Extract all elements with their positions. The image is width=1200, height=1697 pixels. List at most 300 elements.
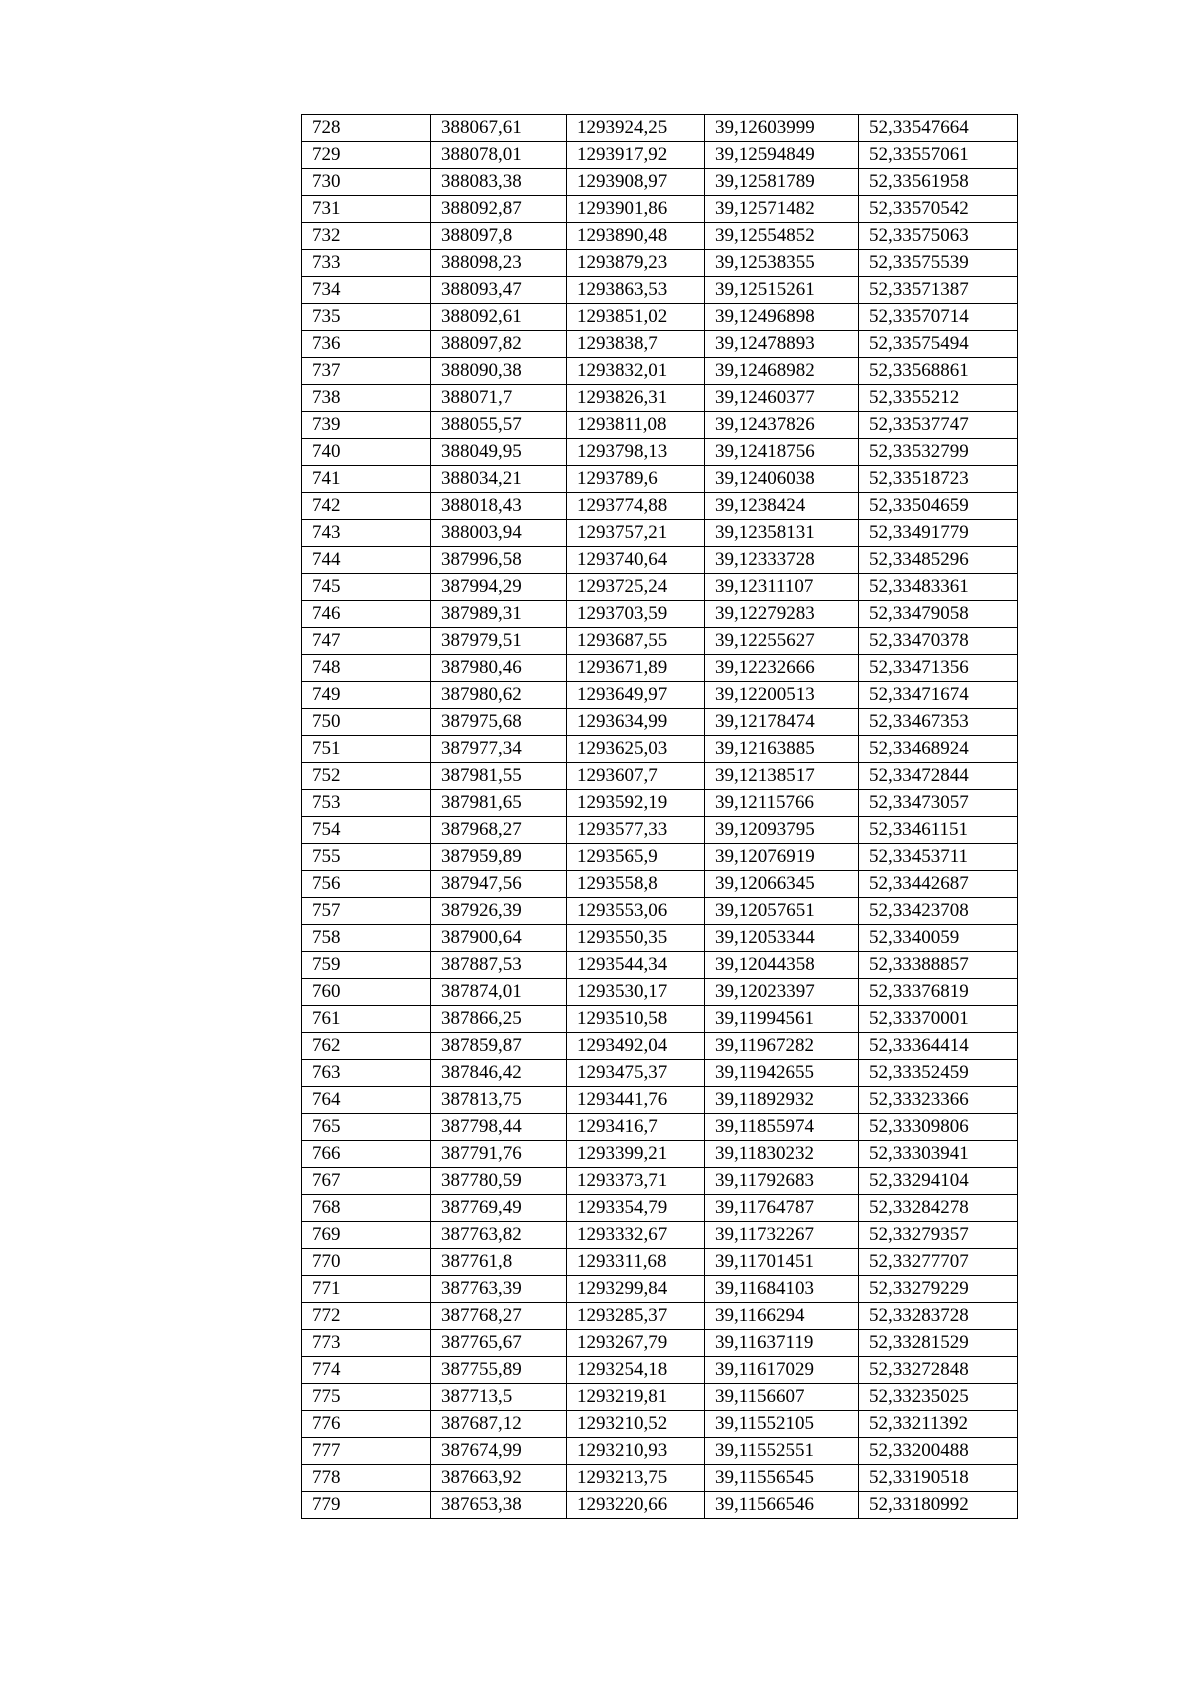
x-coordinate-cell: 387994,29: [431, 574, 567, 601]
table-row: [302, 1384, 1018, 1411]
point-number-cell: 741: [302, 466, 431, 493]
x-coordinate-cell: 388090,38: [431, 358, 567, 385]
y-coordinate-cell: 1293285,37: [567, 1303, 705, 1330]
x-coordinate-cell: 387791,76: [431, 1141, 567, 1168]
longitude-cell: 39,12163885: [705, 736, 859, 763]
point-number-cell: 754: [302, 817, 431, 844]
latitude-cell: 52,33575063: [859, 223, 1018, 250]
longitude-cell: 39,12255627: [705, 628, 859, 655]
latitude-cell: 52,33473057: [859, 790, 1018, 817]
longitude-cell: 39,12496898: [705, 304, 859, 331]
x-coordinate-cell: 387900,64: [431, 925, 567, 952]
y-coordinate-cell: 1293416,7: [567, 1114, 705, 1141]
point-number-cell: 775: [302, 1384, 431, 1411]
longitude-cell: 39,12478893: [705, 331, 859, 358]
y-coordinate-cell: 1293311,68: [567, 1249, 705, 1276]
y-coordinate-cell: 1293774,88: [567, 493, 705, 520]
point-number-cell: 731: [302, 196, 431, 223]
longitude-cell: 39,12418756: [705, 439, 859, 466]
table-row: [302, 1087, 1018, 1114]
latitude-cell: 52,33485296: [859, 547, 1018, 574]
longitude-cell: 39,12311107: [705, 574, 859, 601]
point-number-cell: 766: [302, 1141, 431, 1168]
y-coordinate-cell: 1293254,18: [567, 1357, 705, 1384]
point-number-cell: 756: [302, 871, 431, 898]
latitude-cell: 52,33281529: [859, 1330, 1018, 1357]
x-coordinate-cell: 387859,87: [431, 1033, 567, 1060]
x-coordinate-cell: 387959,89: [431, 844, 567, 871]
y-coordinate-cell: 1293917,92: [567, 142, 705, 169]
x-coordinate-cell: 388097,8: [431, 223, 567, 250]
table-row: [302, 1195, 1018, 1222]
latitude-cell: 52,33461151: [859, 817, 1018, 844]
latitude-cell: 52,3340059: [859, 925, 1018, 952]
y-coordinate-cell: 1293851,02: [567, 304, 705, 331]
x-coordinate-cell: 388018,43: [431, 493, 567, 520]
table-row: [302, 547, 1018, 574]
latitude-cell: 52,33557061: [859, 142, 1018, 169]
x-coordinate-cell: 387947,56: [431, 871, 567, 898]
longitude-cell: 39,11617029: [705, 1357, 859, 1384]
latitude-cell: 52,33279229: [859, 1276, 1018, 1303]
point-number-cell: 753: [302, 790, 431, 817]
latitude-cell: 52,33277707: [859, 1249, 1018, 1276]
latitude-cell: 52,33442687: [859, 871, 1018, 898]
y-coordinate-cell: 1293332,67: [567, 1222, 705, 1249]
table-row: [302, 628, 1018, 655]
latitude-cell: 52,33303941: [859, 1141, 1018, 1168]
y-coordinate-cell: 1293634,99: [567, 709, 705, 736]
y-coordinate-cell: 1293565,9: [567, 844, 705, 871]
longitude-cell: 39,12053344: [705, 925, 859, 952]
latitude-cell: 52,33568861: [859, 358, 1018, 385]
x-coordinate-cell: 388093,47: [431, 277, 567, 304]
point-number-cell: 737: [302, 358, 431, 385]
x-coordinate-cell: 387977,34: [431, 736, 567, 763]
point-number-cell: 733: [302, 250, 431, 277]
y-coordinate-cell: 1293757,21: [567, 520, 705, 547]
point-number-cell: 771: [302, 1276, 431, 1303]
latitude-cell: 52,33537747: [859, 412, 1018, 439]
table-row: [302, 898, 1018, 925]
table-row: [302, 601, 1018, 628]
point-number-cell: 769: [302, 1222, 431, 1249]
latitude-cell: 52,33575539: [859, 250, 1018, 277]
latitude-cell: 52,33483361: [859, 574, 1018, 601]
longitude-cell: 39,11701451: [705, 1249, 859, 1276]
x-coordinate-cell: 387813,75: [431, 1087, 567, 1114]
y-coordinate-cell: 1293890,48: [567, 223, 705, 250]
point-number-cell: 743: [302, 520, 431, 547]
y-coordinate-cell: 1293924,25: [567, 115, 705, 142]
point-number-cell: 750: [302, 709, 431, 736]
table-row: [302, 250, 1018, 277]
table-row: [302, 817, 1018, 844]
x-coordinate-cell: 387761,8: [431, 1249, 567, 1276]
table-row: [302, 682, 1018, 709]
latitude-cell: 52,33575494: [859, 331, 1018, 358]
table-row: [302, 385, 1018, 412]
longitude-cell: 39,12044358: [705, 952, 859, 979]
latitude-cell: 52,33561958: [859, 169, 1018, 196]
y-coordinate-cell: 1293558,8: [567, 871, 705, 898]
y-coordinate-cell: 1293798,13: [567, 439, 705, 466]
table-row: [302, 412, 1018, 439]
point-number-cell: 764: [302, 1087, 431, 1114]
x-coordinate-cell: 388092,87: [431, 196, 567, 223]
y-coordinate-cell: 1293838,7: [567, 331, 705, 358]
point-number-cell: 776: [302, 1411, 431, 1438]
point-number-cell: 779: [302, 1492, 431, 1519]
x-coordinate-cell: 387765,67: [431, 1330, 567, 1357]
point-number-cell: 767: [302, 1168, 431, 1195]
table-row: [302, 358, 1018, 385]
y-coordinate-cell: 1293789,6: [567, 466, 705, 493]
y-coordinate-cell: 1293671,89: [567, 655, 705, 682]
table-row: [302, 1168, 1018, 1195]
longitude-cell: 39,11556545: [705, 1465, 859, 1492]
y-coordinate-cell: 1293703,59: [567, 601, 705, 628]
y-coordinate-cell: 1293901,86: [567, 196, 705, 223]
longitude-cell: 39,12538355: [705, 250, 859, 277]
point-number-cell: 755: [302, 844, 431, 871]
table-row: [302, 304, 1018, 331]
x-coordinate-cell: 388049,95: [431, 439, 567, 466]
point-number-cell: 761: [302, 1006, 431, 1033]
point-number-cell: 752: [302, 763, 431, 790]
longitude-cell: 39,11637119: [705, 1330, 859, 1357]
y-coordinate-cell: 1293740,64: [567, 547, 705, 574]
longitude-cell: 39,12279283: [705, 601, 859, 628]
table-row: [302, 1330, 1018, 1357]
table-row: [302, 142, 1018, 169]
x-coordinate-cell: 387926,39: [431, 898, 567, 925]
point-number-cell: 746: [302, 601, 431, 628]
point-number-cell: 774: [302, 1357, 431, 1384]
y-coordinate-cell: 1293213,75: [567, 1465, 705, 1492]
point-number-cell: 763: [302, 1060, 431, 1087]
x-coordinate-cell: 387755,89: [431, 1357, 567, 1384]
point-number-cell: 772: [302, 1303, 431, 1330]
table-row: [302, 979, 1018, 1006]
longitude-cell: 39,12594849: [705, 142, 859, 169]
table-row: [302, 1276, 1018, 1303]
longitude-cell: 39,12023397: [705, 979, 859, 1006]
latitude-cell: 52,33294104: [859, 1168, 1018, 1195]
longitude-cell: 39,12076919: [705, 844, 859, 871]
table-row: [302, 709, 1018, 736]
latitude-cell: 52,33518723: [859, 466, 1018, 493]
table-row: [302, 1357, 1018, 1384]
point-number-cell: 748: [302, 655, 431, 682]
y-coordinate-cell: 1293475,37: [567, 1060, 705, 1087]
x-coordinate-cell: 388083,38: [431, 169, 567, 196]
point-number-cell: 751: [302, 736, 431, 763]
latitude-cell: 52,33504659: [859, 493, 1018, 520]
table-row: [302, 1465, 1018, 1492]
table-row: [302, 196, 1018, 223]
table-row: [302, 1438, 1018, 1465]
x-coordinate-cell: 387769,49: [431, 1195, 567, 1222]
y-coordinate-cell: 1293908,97: [567, 169, 705, 196]
longitude-cell: 39,12066345: [705, 871, 859, 898]
y-coordinate-cell: 1293811,08: [567, 412, 705, 439]
latitude-cell: 52,33323366: [859, 1087, 1018, 1114]
table-row: [302, 1222, 1018, 1249]
y-coordinate-cell: 1293267,79: [567, 1330, 705, 1357]
point-number-cell: 777: [302, 1438, 431, 1465]
x-coordinate-cell: 388098,23: [431, 250, 567, 277]
x-coordinate-cell: 387980,62: [431, 682, 567, 709]
x-coordinate-cell: 387981,55: [431, 763, 567, 790]
point-number-cell: 732: [302, 223, 431, 250]
point-number-cell: 728: [302, 115, 431, 142]
latitude-cell: 52,33453711: [859, 844, 1018, 871]
y-coordinate-cell: 1293492,04: [567, 1033, 705, 1060]
longitude-cell: 39,12603999: [705, 115, 859, 142]
longitude-cell: 39,12138517: [705, 763, 859, 790]
y-coordinate-cell: 1293832,01: [567, 358, 705, 385]
table-row: [302, 952, 1018, 979]
coordinates-table: [301, 114, 1018, 1519]
latitude-cell: 52,33283728: [859, 1303, 1018, 1330]
x-coordinate-cell: 387763,82: [431, 1222, 567, 1249]
x-coordinate-cell: 387674,99: [431, 1438, 567, 1465]
x-coordinate-cell: 387975,68: [431, 709, 567, 736]
latitude-cell: 52,33211392: [859, 1411, 1018, 1438]
longitude-cell: 39,11684103: [705, 1276, 859, 1303]
y-coordinate-cell: 1293607,7: [567, 763, 705, 790]
point-number-cell: 742: [302, 493, 431, 520]
point-number-cell: 747: [302, 628, 431, 655]
table-row: [302, 1033, 1018, 1060]
longitude-cell: 39,12406038: [705, 466, 859, 493]
latitude-cell: 52,33364414: [859, 1033, 1018, 1060]
longitude-cell: 39,11552105: [705, 1411, 859, 1438]
point-number-cell: 735: [302, 304, 431, 331]
point-number-cell: 734: [302, 277, 431, 304]
table-row: [302, 871, 1018, 898]
point-number-cell: 778: [302, 1465, 431, 1492]
x-coordinate-cell: 387798,44: [431, 1114, 567, 1141]
x-coordinate-cell: 387768,27: [431, 1303, 567, 1330]
latitude-cell: 52,33284278: [859, 1195, 1018, 1222]
table-row: [302, 844, 1018, 871]
y-coordinate-cell: 1293399,21: [567, 1141, 705, 1168]
longitude-cell: 39,1156607: [705, 1384, 859, 1411]
y-coordinate-cell: 1293725,24: [567, 574, 705, 601]
table-row: [302, 331, 1018, 358]
point-number-cell: 744: [302, 547, 431, 574]
longitude-cell: 39,12232666: [705, 655, 859, 682]
x-coordinate-cell: 387780,59: [431, 1168, 567, 1195]
table-row: [302, 493, 1018, 520]
longitude-cell: 39,11792683: [705, 1168, 859, 1195]
y-coordinate-cell: 1293553,06: [567, 898, 705, 925]
longitude-cell: 39,12178474: [705, 709, 859, 736]
table-row: [302, 1141, 1018, 1168]
point-number-cell: 773: [302, 1330, 431, 1357]
point-number-cell: 740: [302, 439, 431, 466]
point-number-cell: 749: [302, 682, 431, 709]
longitude-cell: 39,12200513: [705, 682, 859, 709]
latitude-cell: 52,33235025: [859, 1384, 1018, 1411]
latitude-cell: 52,33491779: [859, 520, 1018, 547]
x-coordinate-cell: 387713,5: [431, 1384, 567, 1411]
latitude-cell: 52,33471674: [859, 682, 1018, 709]
y-coordinate-cell: 1293687,55: [567, 628, 705, 655]
x-coordinate-cell: 387968,27: [431, 817, 567, 844]
table-row: [302, 115, 1018, 142]
x-coordinate-cell: 387663,92: [431, 1465, 567, 1492]
table-row: [302, 439, 1018, 466]
longitude-cell: 39,11942655: [705, 1060, 859, 1087]
table-row: [302, 655, 1018, 682]
table-row: [302, 574, 1018, 601]
table-row: [302, 1249, 1018, 1276]
table-row: [302, 1303, 1018, 1330]
longitude-cell: 39,12057651: [705, 898, 859, 925]
x-coordinate-cell: 387846,42: [431, 1060, 567, 1087]
table-row: [302, 223, 1018, 250]
table-row: [302, 790, 1018, 817]
longitude-cell: 39,11566546: [705, 1492, 859, 1519]
latitude-cell: 52,3355212: [859, 385, 1018, 412]
longitude-cell: 39,11830232: [705, 1141, 859, 1168]
table-row: [302, 1006, 1018, 1033]
longitude-cell: 39,11732267: [705, 1222, 859, 1249]
longitude-cell: 39,12515261: [705, 277, 859, 304]
latitude-cell: 52,33272848: [859, 1357, 1018, 1384]
latitude-cell: 52,33309806: [859, 1114, 1018, 1141]
longitude-cell: 39,12554852: [705, 223, 859, 250]
y-coordinate-cell: 1293510,58: [567, 1006, 705, 1033]
x-coordinate-cell: 387996,58: [431, 547, 567, 574]
table-row: [302, 925, 1018, 952]
y-coordinate-cell: 1293863,53: [567, 277, 705, 304]
point-number-cell: 730: [302, 169, 431, 196]
latitude-cell: 52,33547664: [859, 115, 1018, 142]
latitude-cell: 52,33472844: [859, 763, 1018, 790]
y-coordinate-cell: 1293826,31: [567, 385, 705, 412]
latitude-cell: 52,33468924: [859, 736, 1018, 763]
y-coordinate-cell: 1293210,93: [567, 1438, 705, 1465]
y-coordinate-cell: 1293544,34: [567, 952, 705, 979]
longitude-cell: 39,12093795: [705, 817, 859, 844]
table-row: [302, 763, 1018, 790]
x-coordinate-cell: 387763,39: [431, 1276, 567, 1303]
latitude-cell: 52,33571387: [859, 277, 1018, 304]
point-number-cell: 762: [302, 1033, 431, 1060]
longitude-cell: 39,12437826: [705, 412, 859, 439]
latitude-cell: 52,33376819: [859, 979, 1018, 1006]
longitude-cell: 39,12460377: [705, 385, 859, 412]
x-coordinate-cell: 387980,46: [431, 655, 567, 682]
y-coordinate-cell: 1293219,81: [567, 1384, 705, 1411]
latitude-cell: 52,33471356: [859, 655, 1018, 682]
x-coordinate-cell: 388071,7: [431, 385, 567, 412]
longitude-cell: 39,11855974: [705, 1114, 859, 1141]
latitude-cell: 52,33180992: [859, 1492, 1018, 1519]
longitude-cell: 39,11967282: [705, 1033, 859, 1060]
latitude-cell: 52,33570542: [859, 196, 1018, 223]
point-number-cell: 768: [302, 1195, 431, 1222]
longitude-cell: 39,11764787: [705, 1195, 859, 1222]
coordinates-table-body: [302, 115, 1018, 1519]
latitude-cell: 52,33467353: [859, 709, 1018, 736]
y-coordinate-cell: 1293530,17: [567, 979, 705, 1006]
x-coordinate-cell: 388003,94: [431, 520, 567, 547]
x-coordinate-cell: 387687,12: [431, 1411, 567, 1438]
x-coordinate-cell: 387887,53: [431, 952, 567, 979]
x-coordinate-cell: 387866,25: [431, 1006, 567, 1033]
point-number-cell: 738: [302, 385, 431, 412]
latitude-cell: 52,33200488: [859, 1438, 1018, 1465]
y-coordinate-cell: 1293210,52: [567, 1411, 705, 1438]
y-coordinate-cell: 1293354,79: [567, 1195, 705, 1222]
y-coordinate-cell: 1293879,23: [567, 250, 705, 277]
longitude-cell: 39,1166294: [705, 1303, 859, 1330]
table-row: [302, 466, 1018, 493]
latitude-cell: 52,33479058: [859, 601, 1018, 628]
x-coordinate-cell: 388067,61: [431, 115, 567, 142]
point-number-cell: 758: [302, 925, 431, 952]
point-number-cell: 729: [302, 142, 431, 169]
x-coordinate-cell: 388092,61: [431, 304, 567, 331]
point-number-cell: 739: [302, 412, 431, 439]
point-number-cell: 759: [302, 952, 431, 979]
latitude-cell: 52,33352459: [859, 1060, 1018, 1087]
y-coordinate-cell: 1293299,84: [567, 1276, 705, 1303]
x-coordinate-cell: 387989,31: [431, 601, 567, 628]
table-row: [302, 169, 1018, 196]
table-row: [302, 277, 1018, 304]
table-row: [302, 1492, 1018, 1519]
x-coordinate-cell: 387981,65: [431, 790, 567, 817]
longitude-cell: 39,12358131: [705, 520, 859, 547]
latitude-cell: 52,33532799: [859, 439, 1018, 466]
latitude-cell: 52,33423708: [859, 898, 1018, 925]
latitude-cell: 52,33370001: [859, 1006, 1018, 1033]
table-row: [302, 520, 1018, 547]
point-number-cell: 765: [302, 1114, 431, 1141]
table-row: [302, 736, 1018, 763]
y-coordinate-cell: 1293577,33: [567, 817, 705, 844]
y-coordinate-cell: 1293592,19: [567, 790, 705, 817]
x-coordinate-cell: 388097,82: [431, 331, 567, 358]
longitude-cell: 39,12115766: [705, 790, 859, 817]
y-coordinate-cell: 1293550,35: [567, 925, 705, 952]
y-coordinate-cell: 1293625,03: [567, 736, 705, 763]
x-coordinate-cell: 387979,51: [431, 628, 567, 655]
latitude-cell: 52,33190518: [859, 1465, 1018, 1492]
point-number-cell: 736: [302, 331, 431, 358]
latitude-cell: 52,33570714: [859, 304, 1018, 331]
table-row: [302, 1114, 1018, 1141]
y-coordinate-cell: 1293220,66: [567, 1492, 705, 1519]
point-number-cell: 770: [302, 1249, 431, 1276]
longitude-cell: 39,12468982: [705, 358, 859, 385]
longitude-cell: 39,12333728: [705, 547, 859, 574]
latitude-cell: 52,33470378: [859, 628, 1018, 655]
table-row: [302, 1411, 1018, 1438]
x-coordinate-cell: 387874,01: [431, 979, 567, 1006]
table-row: [302, 1060, 1018, 1087]
point-number-cell: 760: [302, 979, 431, 1006]
x-coordinate-cell: 388034,21: [431, 466, 567, 493]
x-coordinate-cell: 388055,57: [431, 412, 567, 439]
longitude-cell: 39,12571482: [705, 196, 859, 223]
